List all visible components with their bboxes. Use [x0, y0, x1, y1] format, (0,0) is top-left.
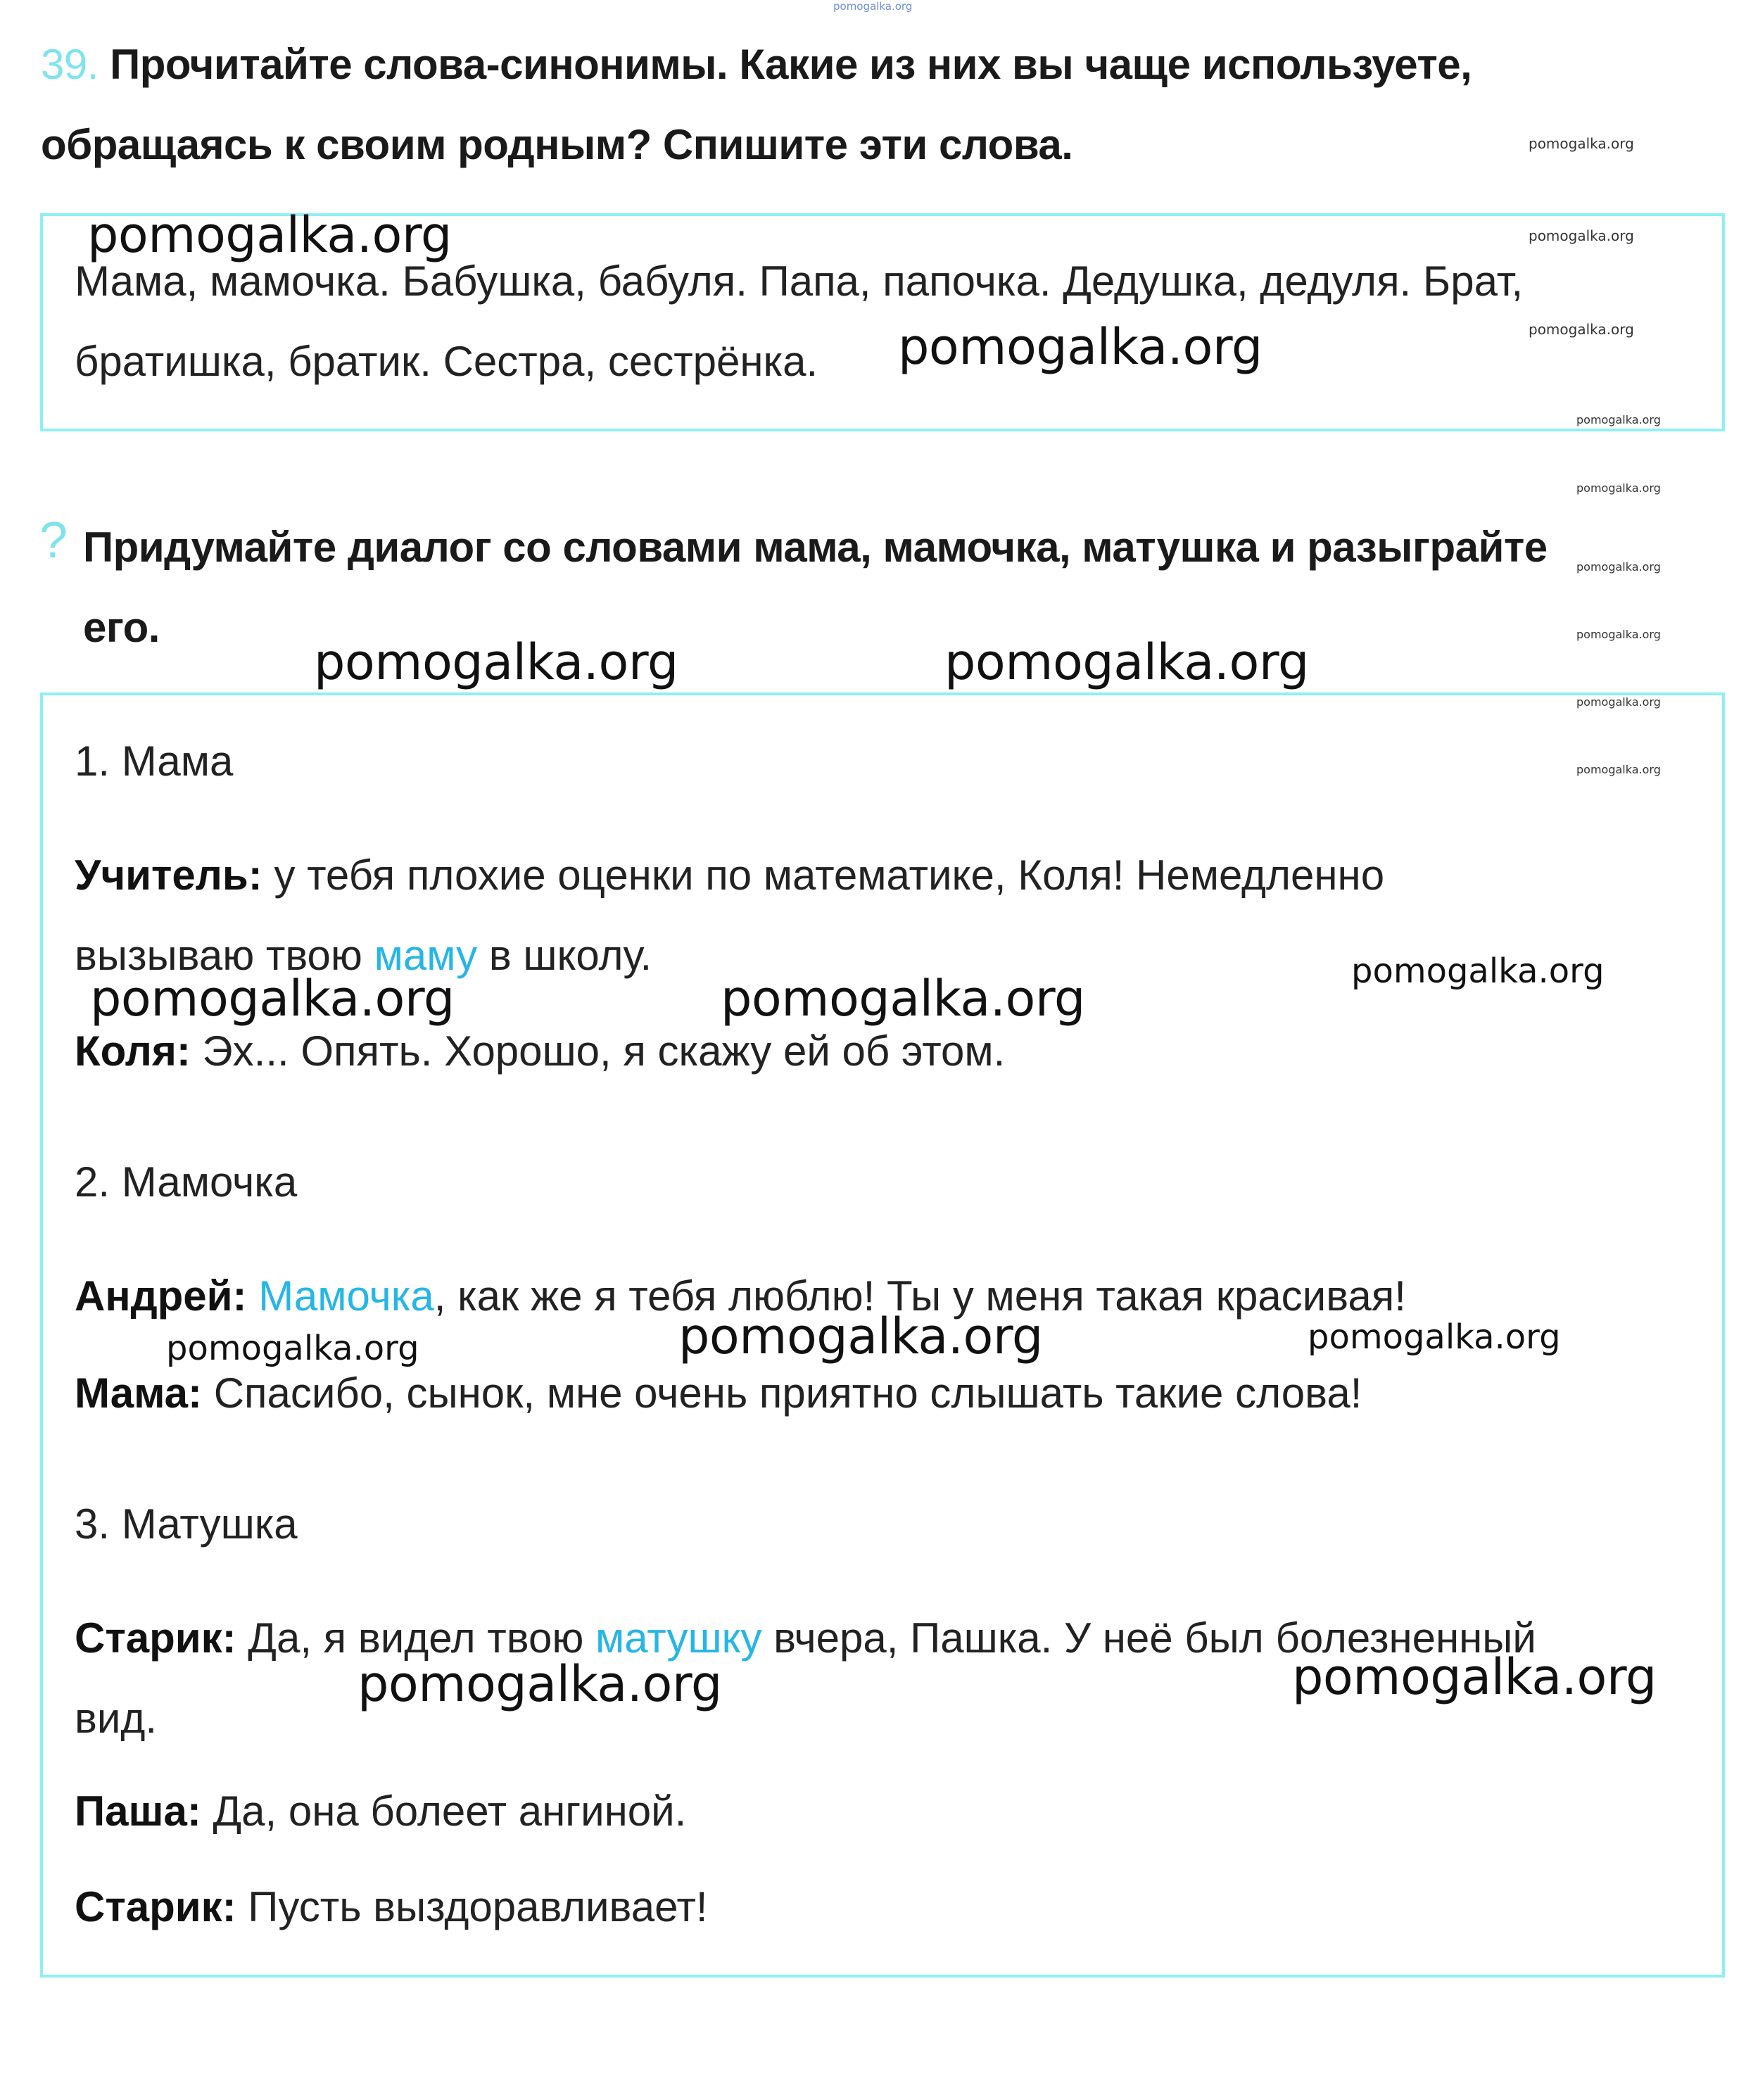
section-title-matushka: 3. Матушка [75, 1500, 298, 1548]
speaker-name: Старик: [75, 1614, 236, 1662]
speaker-name: Андрей: [75, 1272, 247, 1320]
top-watermark: pomogalka.org [833, 0, 913, 13]
watermark: pomogalka.org [1576, 628, 1661, 641]
watermark: pomogalka.org [1529, 321, 1634, 338]
answer-text-line1: Мама, мамочка. Бабушка, бабуля. Папа, папочка. Дедушка, дедуля. Брат, [75, 258, 1524, 305]
task-text-line1: Прочитайте слова-синонимы. Какие из них вы чаще используете, [110, 41, 1472, 88]
watermark: pomogalka.org [1351, 951, 1605, 991]
watermark: pomogalka.org [1576, 560, 1661, 574]
dialog-line: Андрей: Мамочка, как же я тебя люблю! Ты у меня такая красивая! [75, 1272, 1406, 1320]
dialog-line: Старик: Да, я видел твою матушку вчера, Пашка. У неё был болезненный [75, 1614, 1536, 1662]
task-text-line2: обращаясь к своим родным? Спишите эти слова. [41, 121, 1073, 168]
task-number: 39. [41, 41, 99, 88]
speaker-name: Паша: [75, 1788, 201, 1835]
speaker-name: Учитель: [75, 852, 262, 899]
answer-text-line2: братишка, братик. Сестра, сестрёнка. [75, 338, 818, 385]
dialog-line: Паша: Да, она болеет ангиной. [75, 1788, 687, 1835]
watermark: pomogalka.org [678, 1308, 1043, 1365]
question-text-line2: его. [83, 604, 160, 651]
watermark: pomogalka.org [1576, 481, 1661, 495]
watermark: pomogalka.org [87, 206, 452, 264]
watermark: pomogalka.org [1529, 227, 1634, 244]
watermark: pomogalka.org [90, 970, 455, 1027]
watermark: pomogalka.org [166, 1329, 419, 1368]
speaker-name: Мама: [75, 1370, 203, 1417]
highlight-word: маму [374, 932, 478, 979]
dialog-line: Мама: Спасибо, сынок, мне очень приятно слышать такие слова! [75, 1370, 1362, 1417]
watermark: pomogalka.org [898, 318, 1263, 376]
watermark: pomogalka.org [1576, 763, 1661, 776]
watermark: pomogalka.org [1292, 1648, 1657, 1706]
dialog-line: Старик: Пусть выздоравливает! [75, 1883, 708, 1930]
watermark: pomogalka.org [358, 1655, 722, 1713]
watermark: pomogalka.org [314, 633, 678, 691]
speaker-name: Старик: [75, 1883, 236, 1930]
dialog-line: вызываю твою маму в школу. [75, 932, 652, 979]
question-mark-icon: ? [39, 512, 68, 569]
speaker-name: Коля: [75, 1027, 191, 1075]
highlight-word: матушку [595, 1614, 762, 1662]
dialog-line: Коля: Эх... Опять. Хорошо, я скажу ей об этом. [75, 1027, 1006, 1075]
watermark: pomogalka.org [944, 633, 1309, 691]
dialog-line: вид. [75, 1695, 158, 1742]
watermark: pomogalka.org [1576, 695, 1661, 709]
watermark: pomogalka.org [1529, 135, 1634, 152]
section-title-mamochka: 2. Мамочка [75, 1158, 298, 1206]
section-title-mama: 1. Мама [75, 738, 234, 785]
watermark: pomogalka.org [1576, 413, 1661, 426]
watermark: pomogalka.org [721, 970, 1085, 1027]
task-heading-line1 [41, 41, 1472, 88]
question-text-line1: Придумайте диалог со словами мама, мамочка, матушка и разыграйте [83, 524, 1548, 571]
watermark: pomogalka.org [1308, 1317, 1561, 1357]
dialog-line: Учитель: у тебя плохие оценки по математике, Коля! Немедленно [75, 852, 1385, 899]
highlight-word: Мамочка [258, 1272, 434, 1320]
